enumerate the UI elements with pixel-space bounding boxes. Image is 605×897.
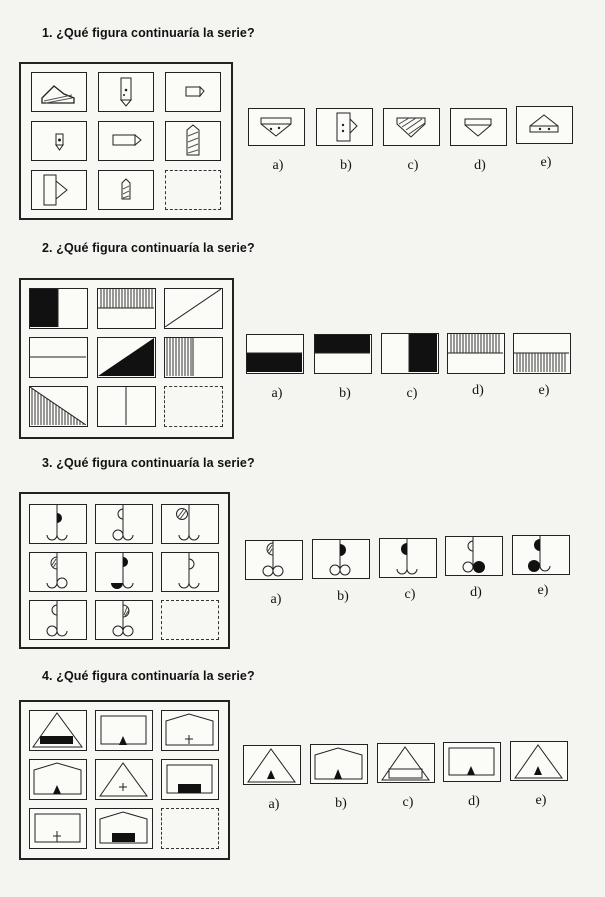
q3-option-a-label: a) — [270, 592, 282, 607]
q1-option-d[interactable] — [450, 108, 507, 146]
q3-option-b-label: b) — [337, 589, 349, 604]
q4-cell-empty — [161, 808, 219, 849]
question-1-title: 1. ¿Qué figura continuaría la serie? — [42, 26, 255, 40]
q3-option-b[interactable] — [312, 539, 370, 579]
q4-option-c-label: c) — [402, 795, 414, 810]
q2-cell-6 — [164, 337, 223, 378]
question-2-title: 2. ¿Qué figura continuaría la serie? — [42, 241, 255, 255]
q3-option-e[interactable] — [512, 535, 570, 575]
question-4-title: 4. ¿Qué figura continuaría la serie? — [42, 669, 255, 683]
q2-cell-7 — [29, 386, 88, 427]
q4-option-a[interactable] — [243, 745, 301, 785]
q3-cell-3 — [161, 504, 219, 544]
q2-option-d-label: d) — [472, 383, 484, 398]
q2-option-c-label: c) — [406, 386, 418, 401]
q3-option-c[interactable] — [379, 538, 437, 578]
q3-cell-4 — [29, 552, 87, 592]
q3-option-a[interactable] — [245, 540, 303, 580]
question-3-grid — [19, 492, 230, 649]
q3-option-d-label: d) — [470, 585, 482, 600]
q1-option-c-label: c) — [407, 158, 419, 173]
q2-cell-2 — [97, 288, 156, 329]
q4-cell-8 — [95, 808, 153, 849]
q2-cell-5 — [97, 337, 156, 378]
q1-cell-5 — [98, 121, 154, 161]
q3-option-d[interactable] — [445, 536, 503, 576]
q3-cell-6 — [161, 552, 219, 592]
q2-cell-3 — [164, 288, 223, 329]
q4-cell-6 — [161, 759, 219, 800]
q1-cell-empty — [165, 170, 221, 210]
q1-option-d-label: d) — [474, 158, 486, 173]
q1-option-b-label: b) — [340, 158, 352, 173]
q4-option-d[interactable] — [443, 742, 501, 782]
q1-option-a-label: a) — [272, 158, 284, 173]
q2-option-e-label: e) — [538, 383, 550, 398]
q1-cell-6 — [165, 121, 221, 161]
q3-cell-5 — [95, 552, 153, 592]
q2-cell-empty — [164, 386, 223, 427]
q1-option-e[interactable] — [516, 106, 573, 144]
q1-option-a[interactable] — [248, 108, 305, 146]
question-3-title: 3. ¿Qué figura continuaría la serie? — [42, 456, 255, 470]
q1-cell-4 — [31, 121, 87, 161]
q3-cell-8 — [95, 600, 153, 640]
q3-cell-1 — [29, 504, 87, 544]
q3-option-e-label: e) — [537, 583, 549, 598]
q4-cell-4 — [29, 759, 87, 800]
q3-cell-7 — [29, 600, 87, 640]
q1-cell-3 — [165, 72, 221, 112]
q2-option-b-label: b) — [339, 386, 351, 401]
q4-option-a-label: a) — [268, 797, 280, 812]
q2-cell-8 — [97, 386, 156, 427]
q4-option-e[interactable] — [510, 741, 568, 781]
q4-option-e-label: e) — [535, 793, 547, 808]
q4-cell-7 — [29, 808, 87, 849]
question-4-grid — [19, 700, 230, 860]
q4-option-d-label: d) — [468, 794, 480, 809]
q4-cell-1 — [29, 710, 87, 751]
q1-option-b[interactable] — [316, 108, 373, 146]
q2-cell-1 — [29, 288, 88, 329]
q4-cell-2 — [95, 710, 153, 751]
q1-cell-7 — [31, 170, 87, 210]
q2-cell-4 — [29, 337, 88, 378]
q1-cell-8 — [98, 170, 154, 210]
question-2-grid — [19, 278, 234, 439]
q4-cell-3 — [161, 710, 219, 751]
q1-option-c[interactable] — [383, 108, 440, 146]
q3-option-c-label: c) — [404, 587, 416, 602]
q2-option-e[interactable] — [513, 333, 571, 374]
q2-option-b[interactable] — [314, 334, 372, 374]
q3-cell-2 — [95, 504, 153, 544]
q2-option-d[interactable] — [447, 333, 505, 374]
q1-option-e-label: e) — [540, 155, 552, 170]
q3-cell-empty — [161, 600, 219, 640]
q2-option-c[interactable] — [381, 333, 439, 374]
q4-option-c[interactable] — [377, 743, 435, 783]
q2-option-a-label: a) — [271, 386, 283, 401]
q1-cell-2 — [98, 72, 154, 112]
q4-cell-5 — [95, 759, 153, 800]
q1-cell-1 — [31, 72, 87, 112]
q2-option-a[interactable] — [246, 334, 304, 374]
question-1-grid — [19, 62, 233, 220]
q4-option-b[interactable] — [310, 744, 368, 784]
q4-option-b-label: b) — [335, 796, 347, 811]
